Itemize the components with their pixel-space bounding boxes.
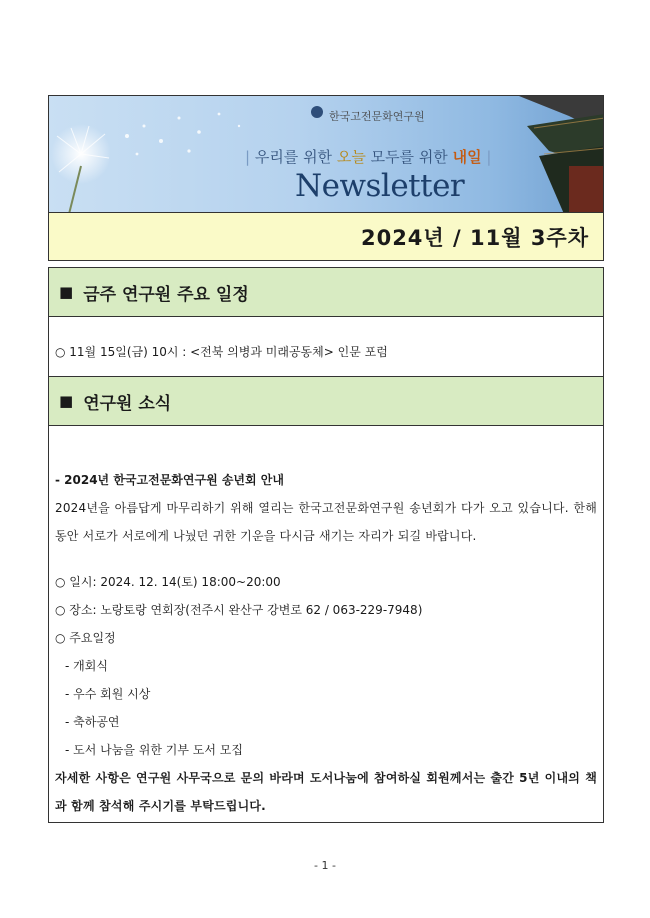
newsletter-banner	[48, 95, 604, 213]
logo-icon	[311, 106, 323, 118]
issue-date-bar	[48, 212, 604, 261]
section2-title: 연구원 소식	[83, 393, 172, 414]
schedule-list-item: - 개회식	[65, 659, 108, 673]
event-place: ○ 장소: 노랑토랑 연회장(전주시 완산구 강변로 62 / 063-229-7948)	[55, 603, 423, 617]
section-heading-news	[49, 377, 603, 426]
closing-note: 자세한 사항은 연구원 사무국으로 문의 바라며 도서나눔에 참여하실 회원께서는 출간 5년 이내의 책과 함께 참석해 주시기를 부탁드립니다.	[55, 771, 597, 813]
schedule-label: ○ 주요일정	[55, 631, 116, 645]
black-square-icon: ■	[59, 392, 74, 410]
slogan-highlight-tomorrow: 내일	[452, 148, 482, 166]
section-heading-weekly-schedule	[49, 268, 603, 317]
page-number: - 1 -	[314, 859, 336, 872]
news-intro: 2024년을 아름답게 마무리하기 위해 열리는 한국고전문화연구원 송년회가 다가 오고 있습니다. 한해동안 서로가 서로에게 나눴던 귀한 기운을 다시금 새기는 자리가 되길 바랍니다.	[55, 501, 597, 543]
schedule-item: ○ 11월 15일(금) 10시 : <전북 의병과 미래공동체> 인문 포럼	[55, 345, 388, 359]
section1-title: 금주 연구원 주요 일정	[83, 284, 249, 305]
banner-slogan: | 우리를 위한 오늘 모두를 위한 내일 |	[245, 148, 492, 166]
event-date: ○ 일시: 2024. 12. 14(토) 18:00~20:00	[55, 575, 281, 589]
slogan-part2: 모두를 위한	[365, 148, 453, 166]
org-name: 한국고전문화연구원	[329, 110, 425, 123]
issue-date: 2024년 / 11월 3주차	[360, 225, 589, 250]
schedule-list-item: - 우수 회원 시상	[65, 687, 151, 701]
pagoda-roof-icon	[519, 96, 604, 213]
news-body	[49, 426, 603, 820]
slogan-part1: 우리를 위한	[254, 148, 337, 166]
news-subtitle: - 2024년 한국고전문화연구원 송년회 안내	[55, 473, 284, 487]
slogan-highlight-today: 오늘	[336, 148, 366, 166]
newsletter-title: Newsletter	[295, 168, 465, 204]
content-box	[48, 267, 604, 823]
schedule-list-item: - 도서 나눔을 위한 기부 도서 모집	[65, 743, 243, 757]
black-square-icon: ■	[59, 283, 74, 301]
weekly-schedule-body	[49, 317, 603, 377]
schedule-list-item: - 축하공연	[65, 715, 120, 729]
